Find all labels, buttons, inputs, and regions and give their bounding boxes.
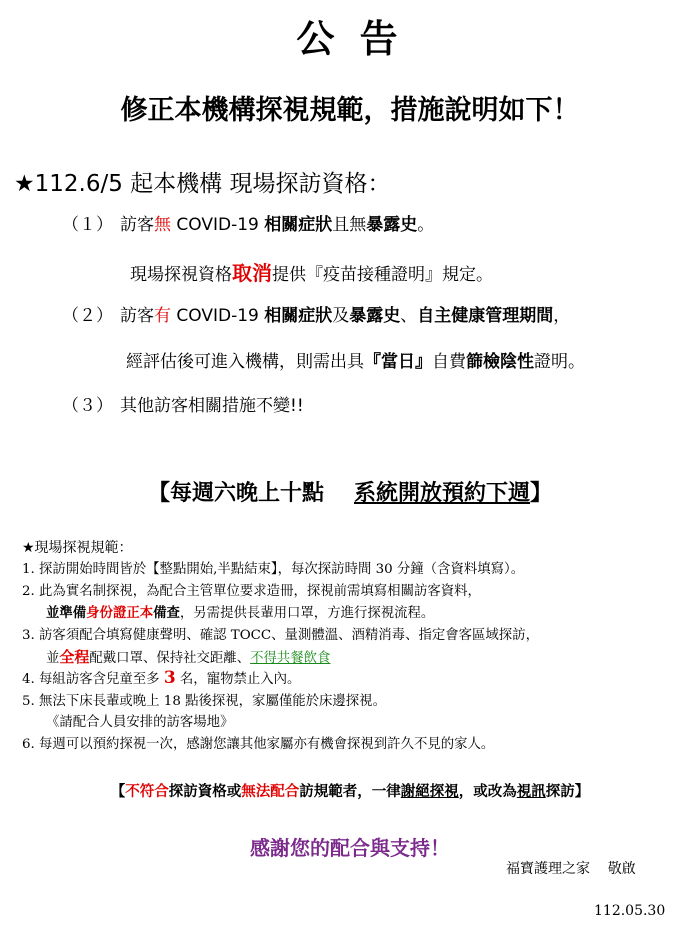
item-text: 經評估後可進入機構，則需出具 — [126, 352, 364, 372]
item-text: COVID-19 — [171, 306, 265, 326]
eligibility-item-2-line-2 — [126, 347, 585, 372]
item-bold: 相關症狀 — [264, 215, 333, 235]
rule-text: 4. 每組訪客含兒童至多 — [22, 672, 164, 687]
rule-highlight: 全程 — [59, 648, 90, 666]
eligibility-heading: ★112.6/5 起本機構 現場探訪資格： — [14, 171, 391, 197]
page-subtitle: 修正本機構探視規範，措施說明如下！ — [120, 95, 580, 126]
item-bold: 『當日』 — [364, 352, 432, 372]
bracket: 【 — [147, 481, 170, 506]
notice-text: 謝絕探視 — [400, 784, 459, 800]
rule-4 — [22, 668, 300, 688]
item-text: 及 — [332, 306, 350, 326]
rule-text: 配戴口罩 — [89, 651, 143, 666]
item-bold: 暴露史 — [349, 306, 401, 326]
item-text: 、 — [400, 306, 418, 326]
eligibility-item-1-line-2 — [130, 257, 493, 286]
item-bold: 篩檢陰性 — [466, 352, 534, 372]
notice-highlight: 無法配合 — [241, 784, 300, 800]
rule-3: 3. 訪客須配合填寫健康聲明、確認 TOCC、量測體溫、酒精消毒、指定會客區域探訪， — [22, 628, 539, 643]
item-text: COVID-19 — [171, 215, 265, 235]
item-text: 自費 — [432, 352, 466, 372]
rule-text: 備查 — [153, 605, 180, 621]
item-text: 證明。 — [534, 352, 585, 372]
eligibility-item-2 — [62, 301, 570, 326]
item-bold: 暴露史 — [366, 215, 418, 235]
eligibility-item-1 — [62, 210, 434, 235]
notice-text: 訪規範者，一律 — [299, 784, 401, 800]
rule-2-line-2 — [46, 602, 434, 621]
rule-text: 並 — [46, 651, 60, 666]
rule-1: 1. 探訪開始時間皆於【整點開始,半點結束】，每次探訪時間 30 分鐘（含資料填寫）。 — [22, 562, 525, 577]
notice-highlight: 不符合 — [125, 784, 169, 800]
item-text: 訪客 — [120, 215, 154, 235]
item-text: ， — [553, 306, 571, 326]
item-text: 現場探視資格 — [130, 265, 232, 285]
item-text: 提供『疫苗接種證明』規定。 — [272, 265, 493, 285]
item-text: 。 — [417, 215, 435, 235]
booking-time: 每週六晚上十點 — [169, 481, 324, 506]
item-highlight: 無 — [154, 215, 171, 235]
eligibility-item-3 — [62, 391, 304, 416]
item-text: 訪客 — [120, 306, 154, 326]
item-highlight: 有 — [154, 306, 171, 326]
bracket: 【 — [110, 784, 126, 800]
refusal-notice — [0, 780, 700, 801]
page-title: 公 告 — [296, 16, 404, 61]
bracket: 】 — [530, 481, 553, 506]
booking-text: 系統開放預約下週 — [354, 481, 531, 506]
item-text: 且無 — [332, 215, 367, 235]
rules-heading: ★現場探視規範： — [22, 540, 133, 556]
notice-text: 視訊 — [516, 784, 546, 800]
date: 112.05.30 — [594, 903, 666, 919]
rule-highlight: 3 — [163, 668, 176, 688]
rule-highlight: 不得共餐飲食 — [250, 651, 331, 666]
rule-2: 2. 此為實名制探視，為配合主管單位要求造冊，探視前需填寫相關訪客資料， — [22, 584, 481, 599]
rule-text: 並準備 — [46, 605, 87, 621]
item-number: （１） — [62, 215, 113, 235]
item-bold: 相關症狀 — [264, 306, 333, 326]
item-highlight: 取消 — [232, 261, 272, 285]
rule-text: 名，寵物禁止入內。 — [175, 672, 301, 687]
notice-text: ，或改為 — [458, 784, 517, 800]
signature: 福寶護理之家 敬啟 — [506, 861, 636, 877]
item-number: （２） — [62, 306, 113, 326]
rule-6: 6. 每週可以預約探視一次，感謝您讓其他家屬亦有機會探視到許久不見的家人。 — [22, 737, 495, 752]
item-text: 其他訪客相關措施不變!! — [120, 396, 304, 416]
item-bold: 自主健康管理期間 — [417, 306, 554, 326]
notice-text: 探訪資格或 — [168, 784, 242, 800]
rule-text: 、保持社交距離、 — [142, 651, 251, 666]
thanks-message: 感謝您的配合與支持！ — [250, 836, 450, 860]
rule-5-note: 《請配合人員安排的訪客場地》 — [46, 715, 234, 730]
rule-3-line-2 — [46, 646, 330, 667]
rule-highlight: 身份證正本 — [86, 605, 154, 621]
rule-5: 5. 無法下床長輩或晚上 18 點後探視，家屬僅能於床邊探視。 — [22, 694, 386, 709]
item-number: （３） — [62, 396, 113, 416]
notice-text: 探訪】 — [545, 784, 590, 800]
rule-text: ，另需提供長輩用口罩，方進行探視流程。 — [179, 606, 435, 621]
booking-banner — [0, 476, 700, 507]
